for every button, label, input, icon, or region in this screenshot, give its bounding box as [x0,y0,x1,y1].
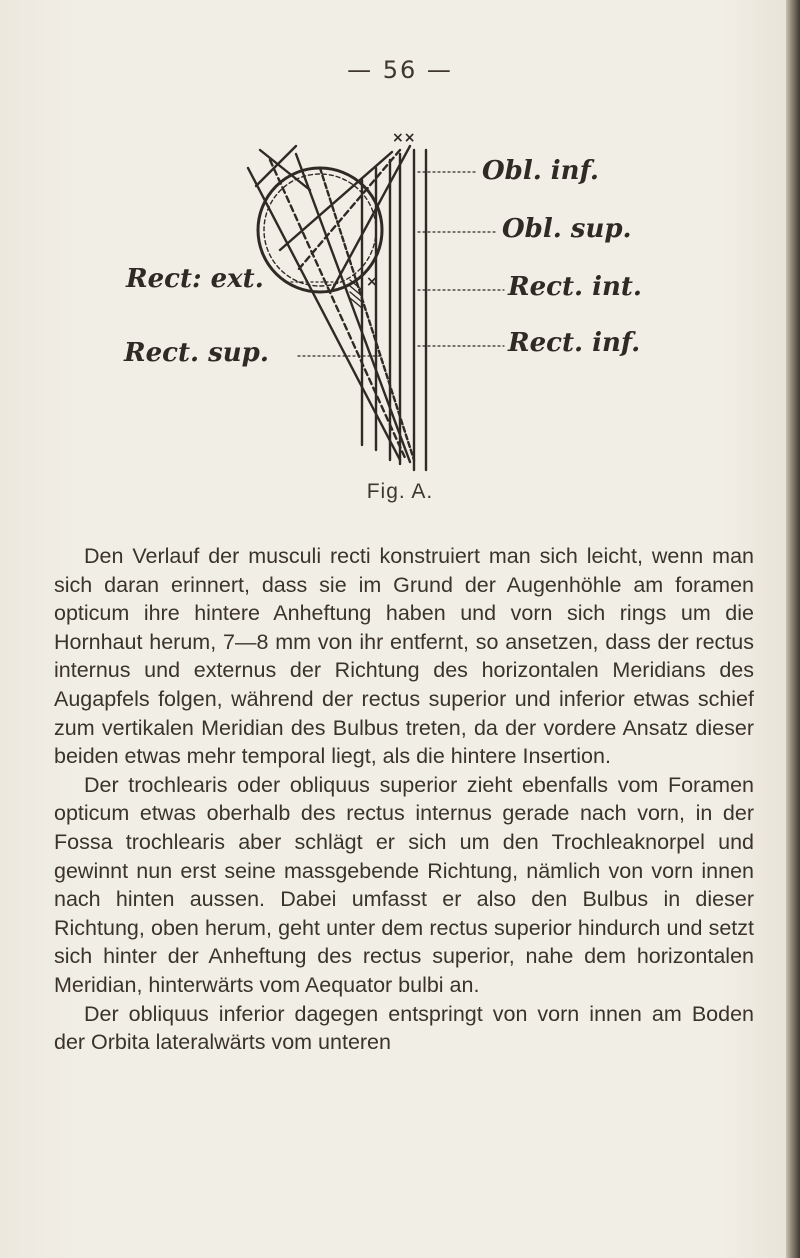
label-obl-sup: Obl. sup. [502,214,632,244]
paragraph: Den Verlauf der musculi recti konstruiert man sich leicht, wenn man sich daran erinnert, dass sie im Grund der Augenhöhle am foramen opticum ihre hintere Anheftung haben und vorn sich rings um die Hornhaut herum, 7—8 mm von ihr entfernt, so ansetzen, dass der rectus internus und externus der Richtung des horizontalen Meridians des Augapfels folgen, während der rectus superior und inferior etwas schief zum vertikalen Meridian des Bulbus treten, da der vordere Ansatz dieser beiden etwas mehr temporal liegt, als die hintere Insertion. [54,544,754,769]
diag-line-2 [270,160,406,460]
page-number: — 56 — [347,56,453,84]
cross-mark-middle: × [366,274,378,290]
eye-muscle-diagram [100,140,740,500]
figure-a [100,130,740,500]
label-rect-inf: Rect. inf. [508,328,641,358]
label-rect-ext: Rect: ext. [126,264,264,294]
diag-line-3 [296,154,410,462]
book-spine-shadow [786,0,800,1258]
diag-line-5 [332,146,410,290]
label-obl-inf: Obl. inf. [482,156,599,186]
body-text [54,542,754,1057]
cross-mark-top: ×× [392,130,416,146]
paragraph: Der trochlearis oder obliquus superior zieht ebenfalls vom Foramen opticum etwas oberhalb des rectus internus gerade nach vorn, in der Fossa trochlearis aber schlägt er sich um den Trochleaknorpel und gewinnt nun erst seine massgebende Richtung, nämlich von vorn innen nach hinten aussen. Dabei umfasst er also den Bulbus in dieser Richtung, oben herum, geht unter dem rectus superior hindurch und setzt sich hinter der Anheftung des rectus superior, nahe dem horizontalen Meridian, hinterwärts vom Aequator bulbi an. [54,772,754,997]
label-rect-int: Rect. int. [508,272,642,302]
figure-caption: Fig. A. [366,480,434,503]
label-rect-sup: Rect. sup. [124,338,269,368]
paragraph: Der obliquus inferior dagegen entspringt von vorn innen am Boden der Orbita lateralwärts vom unteren [54,1001,754,1055]
